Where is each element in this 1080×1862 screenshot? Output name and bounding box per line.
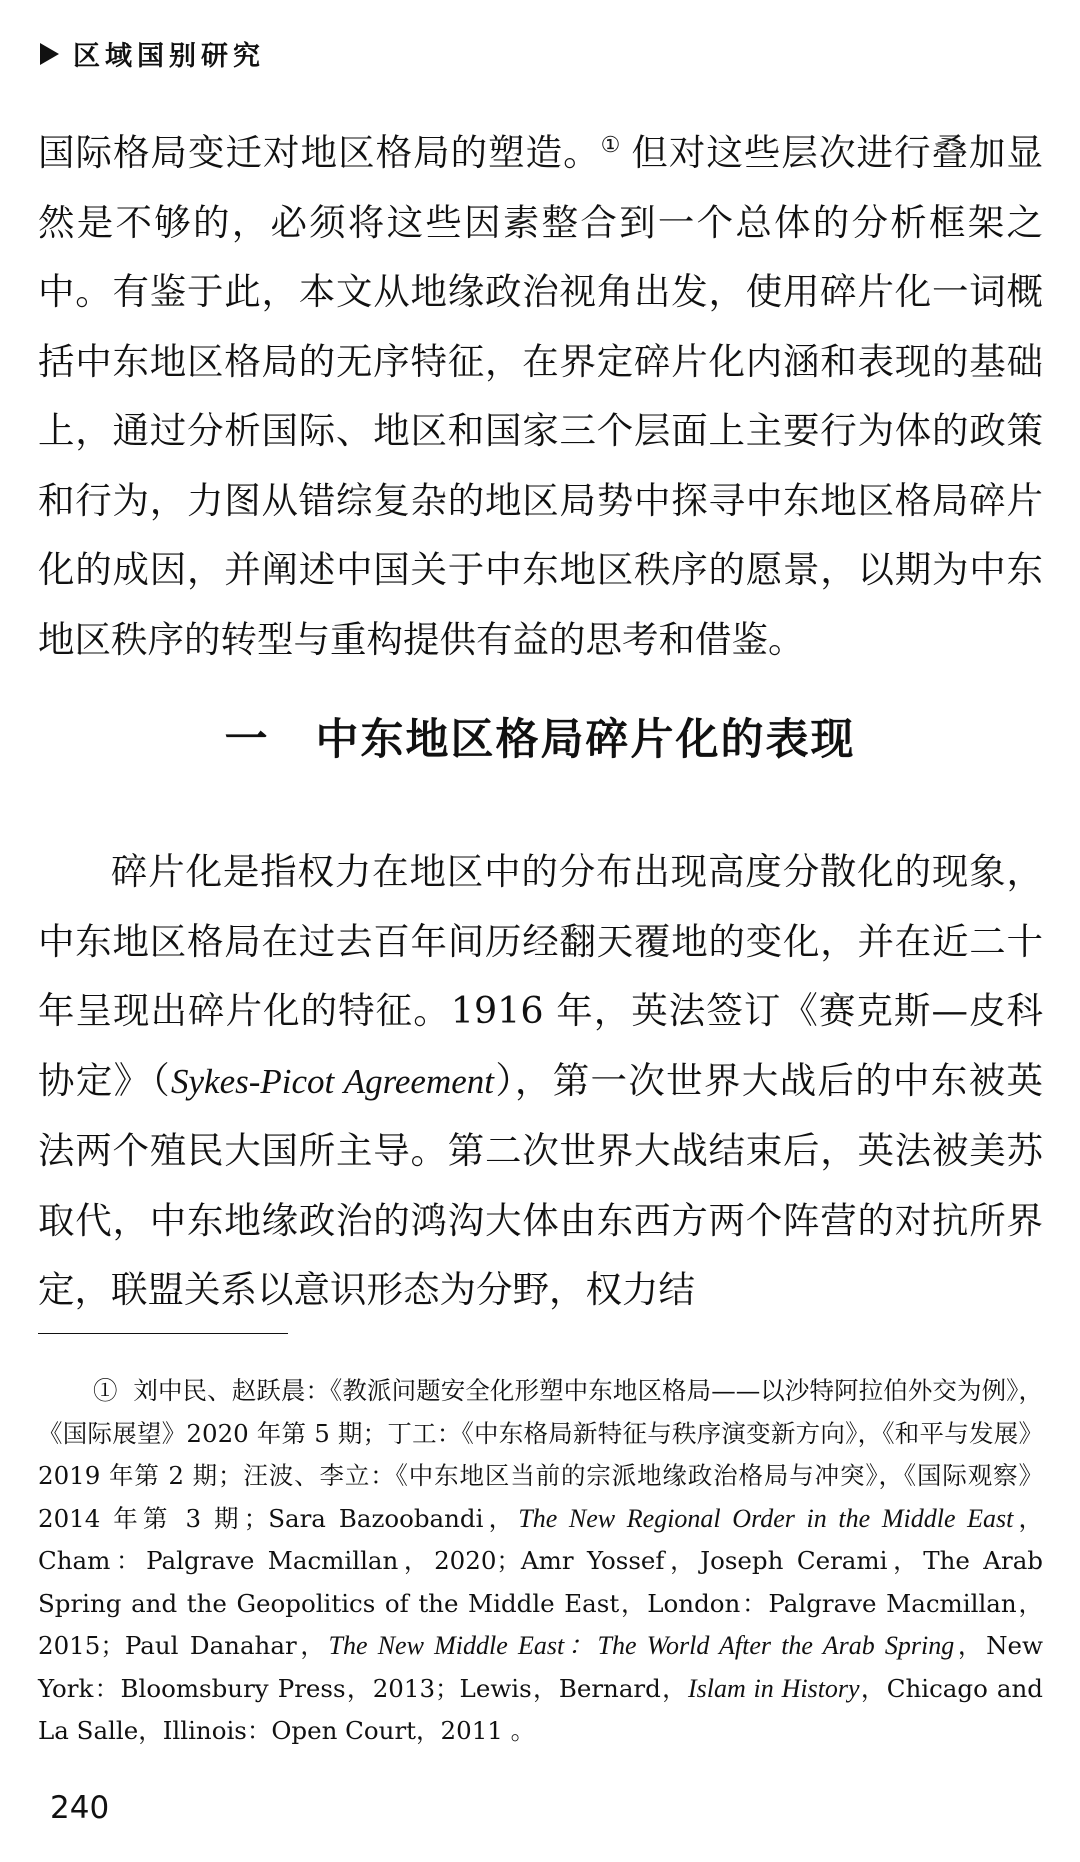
footnote bbox=[38, 1370, 1043, 1753]
footnote-text: 刘中民、赵跃晨：《教派问题安全化形塑中东地区格局——以沙特阿拉伯外交为例》，《国际展望》2020 年第 5 期；丁工：《中东格局新特征与秩序演变新方向》，《和平与发展》2019 年第 2 期；汪波、李立：《中东地区当前的宗派地缘政治格局与冲突》，《国际观察》2014 年第 3 期；Sara Bazoobandi， bbox=[38, 1376, 1044, 1533]
italic-term: Sykes-Picot Agreement bbox=[171, 1061, 494, 1101]
body-paragraph bbox=[38, 837, 1043, 1325]
footnote-italic: Islam in History bbox=[687, 1673, 860, 1703]
footnote-italic: The New Regional Order in the Middle East bbox=[518, 1503, 1014, 1533]
footnote-text: ，Chicago and La Salle，Illinois：Open Court，2011 。 bbox=[38, 1673, 1043, 1745]
page-number: 240 bbox=[50, 1790, 110, 1826]
footnote-italic: The New Middle East：The World After the Arab Spring bbox=[328, 1631, 955, 1660]
running-header bbox=[40, 34, 265, 73]
section-number: 一 bbox=[224, 715, 270, 765]
footnote-text: ，New York：Bloomsbury Press，2013；Lewis，Bernard， bbox=[38, 1631, 1043, 1703]
triangle-right-icon bbox=[40, 43, 59, 65]
paragraph-text: ），第一次世界大战后的中东被英法两个殖民大国所主导。第二次世界大战结束后，英法被美苏取代，中东地缘政治的鸿沟大体由东西方两个阵营的对抗所界定，联盟关系以意识形态为分野，权力结 bbox=[38, 1058, 1043, 1311]
section-label: 区域国别研究 bbox=[73, 41, 265, 72]
footnote-divider bbox=[38, 1333, 288, 1334]
footnote-text: ，Cham：Palgrave Macmillan，2020；Amr Yossef，Joseph Cerami，The Arab Spring and the Geopolitics of the Middle East，London：Palgrave Macmillan，2015；Paul Danahar， bbox=[38, 1503, 1044, 1660]
body-paragraph bbox=[38, 118, 1043, 674]
paragraph-text: 碎片化是指权力在地区中的分布出现高度分散化的现象，中东地区格局在过去百年间历经翻天覆地的变化，并在近二十年呈现出碎片化的特征。1916 年，英法签订《赛克斯—皮科协定》（ bbox=[38, 850, 1043, 1102]
section-heading bbox=[0, 706, 1080, 767]
footnote-reference[interactable]: ① bbox=[600, 132, 622, 158]
paragraph-text: 但对这些层次进行叠加显然是不够的，必须将这些因素整合到一个总体的分析框架之中。有鉴于此，本文从地缘政治视角出发，使用碎片化一词概括中东地区格局的无序特征，在界定碎片化内涵和表现的基础上，通过分析国际、地区和国家三个层面上主要行为体的政策和行为，力图从错综复杂的地区局势中探寻中东地区格局碎片化的成因，并阐述中国关于中东地区秩序的愿景，以期为中东地区秩序的转型与重构提供有益的思考和借鉴。 bbox=[38, 131, 1043, 661]
paragraph-text: 国际格局变迁对地区格局的塑造。 bbox=[38, 131, 601, 174]
section-title: 中东地区格局碎片化的表现 bbox=[315, 715, 856, 765]
footnote-marker: ① bbox=[93, 1376, 118, 1405]
